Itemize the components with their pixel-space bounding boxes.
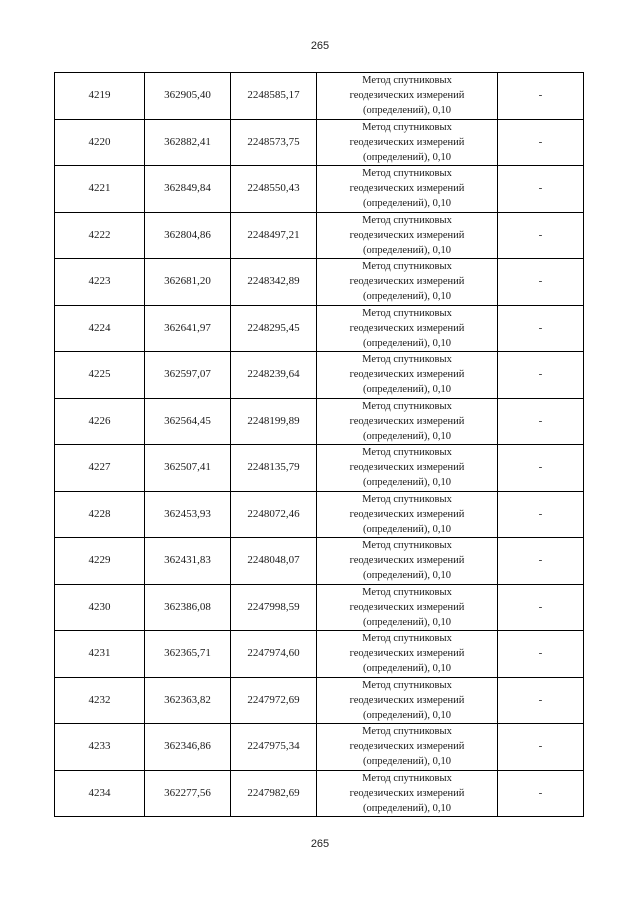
method-text-line: Метод спутниковых — [362, 121, 452, 133]
method-text-line: Метод спутниковых — [362, 214, 452, 226]
method-cell — [317, 584, 498, 631]
note-cell: - — [498, 305, 584, 352]
y-coordinate-cell: 2248585,17 — [231, 73, 317, 120]
note-cell: - — [498, 398, 584, 445]
method-cell — [317, 491, 498, 538]
point-number-cell: 4229 — [55, 538, 145, 585]
method-text-line: геодезических измерений — [349, 136, 465, 148]
method-text-line: геодезических измерений — [349, 741, 465, 753]
method-text-line: (определений), 0,10 — [362, 244, 452, 256]
method-text-line: геодезических измерений — [349, 322, 465, 334]
y-coordinate-cell: 2247982,69 — [231, 770, 317, 817]
x-coordinate-cell: 362363,82 — [145, 677, 231, 724]
x-coordinate-cell: 362365,71 — [145, 631, 231, 678]
y-coordinate-cell: 2248239,64 — [231, 352, 317, 399]
note-cell: - — [498, 212, 584, 259]
method-cell — [317, 631, 498, 678]
y-coordinate-cell: 2247974,60 — [231, 631, 317, 678]
point-number-cell: 4231 — [55, 631, 145, 678]
method-text-line: геодезических измерений — [349, 90, 465, 102]
table-row — [55, 584, 584, 631]
y-coordinate-cell: 2247972,69 — [231, 677, 317, 724]
method-text-line: (определений), 0,10 — [362, 523, 452, 535]
table-row — [55, 538, 584, 585]
y-coordinate-cell: 2248135,79 — [231, 445, 317, 492]
method-text-line: Метод спутниковых — [362, 447, 452, 459]
y-coordinate-cell: 2248342,89 — [231, 259, 317, 306]
method-text-line: (определений), 0,10 — [362, 616, 452, 628]
table-row — [55, 166, 584, 213]
x-coordinate-cell: 362882,41 — [145, 119, 231, 166]
page-number-top: 265 — [310, 40, 330, 52]
table-row — [55, 491, 584, 538]
x-coordinate-cell: 362849,84 — [145, 166, 231, 213]
table-row — [55, 631, 584, 678]
y-coordinate-cell: 2247975,34 — [231, 724, 317, 771]
method-text-line: геодезических измерений — [349, 555, 465, 567]
method-cell — [317, 677, 498, 724]
method-text-line: геодезических измерений — [349, 229, 465, 241]
method-text-line: (определений), 0,10 — [362, 198, 452, 210]
method-cell — [317, 259, 498, 306]
note-cell: - — [498, 677, 584, 724]
table-row — [55, 305, 584, 352]
method-text-line: (определений), 0,10 — [362, 337, 452, 349]
note-cell: - — [498, 119, 584, 166]
method-text-line: Метод спутниковых — [362, 168, 452, 180]
method-text-line: (определений), 0,10 — [362, 384, 452, 396]
method-cell — [317, 724, 498, 771]
method-text-line: (определений), 0,10 — [362, 570, 452, 582]
x-coordinate-cell: 362804,86 — [145, 212, 231, 259]
note-cell: - — [498, 631, 584, 678]
coordinates-table-body — [55, 73, 584, 817]
x-coordinate-cell: 362905,40 — [145, 73, 231, 120]
coordinates-table — [54, 72, 584, 817]
method-text-line: геодезических измерений — [349, 648, 465, 660]
y-coordinate-cell: 2248072,46 — [231, 491, 317, 538]
note-cell: - — [498, 445, 584, 492]
point-number-cell: 4219 — [55, 73, 145, 120]
method-text-line: (определений), 0,10 — [362, 151, 452, 163]
method-text-line: (определений), 0,10 — [362, 802, 452, 814]
method-cell — [317, 166, 498, 213]
method-text-line: Метод спутниковых — [362, 726, 452, 738]
note-cell: - — [498, 491, 584, 538]
method-text-line: Метод спутниковых — [362, 75, 452, 87]
method-text-line: геодезических измерений — [349, 508, 465, 520]
table-row — [55, 677, 584, 724]
y-coordinate-cell: 2248497,21 — [231, 212, 317, 259]
x-coordinate-cell: 362453,93 — [145, 491, 231, 538]
method-text-line: Метод спутниковых — [362, 307, 452, 319]
point-number-cell: 4234 — [55, 770, 145, 817]
method-text-line: (определений), 0,10 — [362, 709, 452, 721]
method-text-line: Метод спутниковых — [362, 633, 452, 645]
note-cell: - — [498, 73, 584, 120]
method-text-line: (определений), 0,10 — [362, 105, 452, 117]
table-row — [55, 73, 584, 120]
table-row — [55, 445, 584, 492]
point-number-cell: 4220 — [55, 119, 145, 166]
point-number-cell: 4232 — [55, 677, 145, 724]
x-coordinate-cell: 362346,86 — [145, 724, 231, 771]
method-text-line: Метод спутниковых — [362, 261, 452, 273]
y-coordinate-cell: 2248550,43 — [231, 166, 317, 213]
x-coordinate-cell: 362597,07 — [145, 352, 231, 399]
method-text-line: Метод спутниковых — [362, 540, 452, 552]
method-cell — [317, 212, 498, 259]
point-number-cell: 4221 — [55, 166, 145, 213]
method-text-line: геодезических измерений — [349, 369, 465, 381]
method-cell — [317, 119, 498, 166]
method-text-line: Метод спутниковых — [362, 400, 452, 412]
table-row — [55, 724, 584, 771]
table-row — [55, 770, 584, 817]
point-number-cell: 4233 — [55, 724, 145, 771]
note-cell: - — [498, 259, 584, 306]
note-cell: - — [498, 584, 584, 631]
method-text-line: Метод спутниковых — [362, 354, 452, 366]
method-cell — [317, 770, 498, 817]
y-coordinate-cell: 2248048,07 — [231, 538, 317, 585]
method-text-line: геодезических измерений — [349, 183, 465, 195]
method-text-line: Метод спутниковых — [362, 493, 452, 505]
point-number-cell: 4226 — [55, 398, 145, 445]
note-cell: - — [498, 166, 584, 213]
method-text-line: (определений), 0,10 — [362, 291, 452, 303]
table-row — [55, 259, 584, 306]
point-number-cell: 4225 — [55, 352, 145, 399]
method-cell — [317, 538, 498, 585]
point-number-cell: 4222 — [55, 212, 145, 259]
y-coordinate-cell: 2248573,75 — [231, 119, 317, 166]
y-coordinate-cell: 2248199,89 — [231, 398, 317, 445]
y-coordinate-cell: 2247998,59 — [231, 584, 317, 631]
method-text-line: геодезических измерений — [349, 694, 465, 706]
table-row — [55, 212, 584, 259]
method-text-line: (определений), 0,10 — [362, 477, 452, 489]
table-row — [55, 352, 584, 399]
point-number-cell: 4223 — [55, 259, 145, 306]
method-text-line: Метод спутниковых — [362, 679, 452, 691]
method-text-line: геодезических измерений — [349, 601, 465, 613]
x-coordinate-cell: 362564,45 — [145, 398, 231, 445]
note-cell: - — [498, 770, 584, 817]
method-text-line: геодезических измерений — [349, 462, 465, 474]
method-cell — [317, 398, 498, 445]
x-coordinate-cell: 362681,20 — [145, 259, 231, 306]
method-text-line: Метод спутниковых — [362, 586, 452, 598]
y-coordinate-cell: 2248295,45 — [231, 305, 317, 352]
x-coordinate-cell: 362507,41 — [145, 445, 231, 492]
x-coordinate-cell: 362641,97 — [145, 305, 231, 352]
x-coordinate-cell: 362386,08 — [145, 584, 231, 631]
point-number-cell: 4230 — [55, 584, 145, 631]
method-cell — [317, 445, 498, 492]
x-coordinate-cell: 362277,56 — [145, 770, 231, 817]
method-text-line: Метод спутниковых — [362, 772, 452, 784]
method-cell — [317, 305, 498, 352]
method-text-line: геодезических измерений — [349, 415, 465, 427]
x-coordinate-cell: 362431,83 — [145, 538, 231, 585]
note-cell: - — [498, 724, 584, 771]
method-text-line: (определений), 0,10 — [362, 756, 452, 768]
method-text-line: геодезических измерений — [349, 787, 465, 799]
method-text-line: геодезических измерений — [349, 276, 465, 288]
method-cell — [317, 73, 498, 120]
note-cell: - — [498, 538, 584, 585]
method-cell — [317, 352, 498, 399]
note-cell: - — [498, 352, 584, 399]
page-number-bottom: 265 — [310, 838, 330, 850]
method-text-line: (определений), 0,10 — [362, 430, 452, 442]
table-row — [55, 398, 584, 445]
method-text-line: (определений), 0,10 — [362, 663, 452, 675]
point-number-cell: 4228 — [55, 491, 145, 538]
point-number-cell: 4227 — [55, 445, 145, 492]
table-row — [55, 119, 584, 166]
point-number-cell: 4224 — [55, 305, 145, 352]
